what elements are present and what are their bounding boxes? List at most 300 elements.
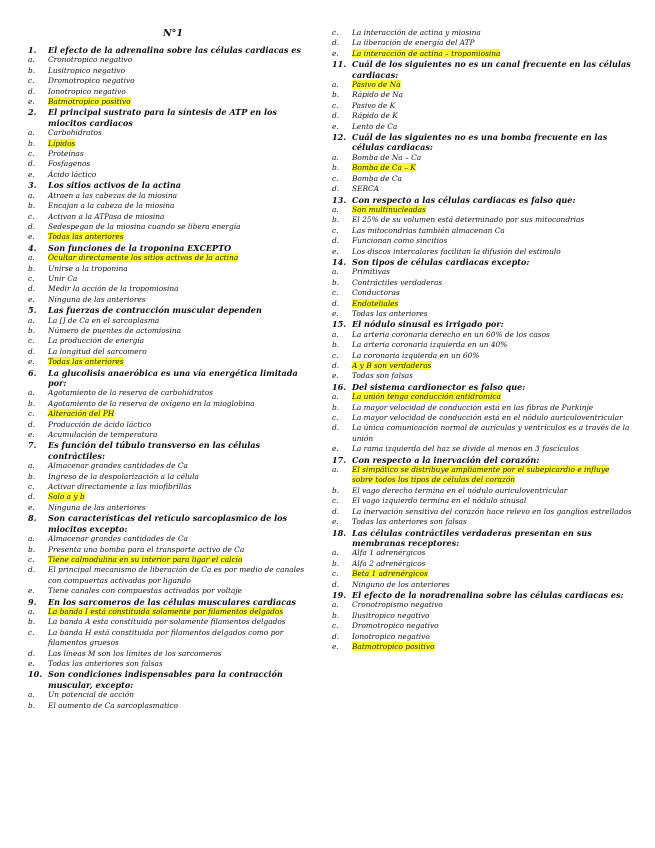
option-text-content: La mayor velocidad de conducción está en el nódulo auriculoventricular — [352, 413, 623, 423]
answer-option — [332, 548, 632, 558]
option-text — [352, 49, 632, 59]
option-text-content: Almacenar grandes cantidades de Ca — [48, 534, 188, 544]
answer-option — [28, 222, 318, 232]
option-text-content: Batmotropico positivo — [352, 641, 435, 651]
answer-option — [332, 507, 632, 517]
answer-option — [332, 236, 632, 246]
option-text-content: La [] de Ca en el sarcoplasma — [48, 315, 160, 325]
answer-option — [332, 122, 632, 132]
option-letter: e. — [28, 502, 35, 512]
option-text — [48, 617, 318, 627]
option-text — [48, 274, 318, 284]
question-number: 19. — [332, 589, 347, 600]
option-text-content: Ionotropico negativo — [48, 86, 126, 96]
answer-option — [332, 580, 632, 590]
option-text-content: Alfa 1 adrenérgicos — [352, 548, 426, 558]
option-letter: d. — [332, 579, 340, 589]
option-text-content: SERCA — [352, 184, 380, 194]
question-text: Son funciones de la troponina EXCEPTO — [48, 242, 232, 253]
option-letter: d. — [332, 184, 340, 194]
option-text — [48, 316, 318, 326]
option-text — [48, 607, 318, 617]
answer-option — [28, 534, 318, 544]
option-text-content: La producción de energía — [48, 336, 145, 346]
question-number: 12. — [332, 132, 347, 143]
option-letter: b. — [28, 138, 36, 148]
option-text — [48, 565, 318, 586]
option-letter: a. — [332, 80, 339, 90]
answer-option — [28, 87, 318, 97]
answer-option-highlighted — [28, 357, 318, 367]
option-text-content: El 25% de su volumen está determinado por sus mitocondrias — [352, 215, 585, 225]
option-text-content: Sedespegan de la miosina cuando se libera energía — [48, 221, 241, 231]
option-text — [352, 600, 632, 610]
option-text — [352, 205, 632, 215]
option-text-content: Cronotropico negativo — [48, 55, 133, 65]
answer-option-highlighted — [332, 299, 632, 309]
option-text — [352, 184, 632, 194]
option-letter: c. — [28, 554, 35, 564]
option-text-content: Activar directamente a las miofibrillas — [48, 482, 192, 492]
option-text-content: Acumulación de temperatura — [48, 430, 158, 440]
option-letter: a. — [28, 534, 35, 544]
option-text — [352, 111, 632, 121]
option-text — [48, 690, 318, 700]
option-letter: d. — [28, 565, 36, 575]
question-text: Las fuerzas de contracción muscular dependen — [48, 305, 262, 316]
option-letter: c. — [332, 621, 339, 631]
question-text: El efecto de la noradrenalina sobre las células cardiacas es: — [352, 589, 624, 600]
answer-option — [332, 174, 632, 184]
option-text-content: Bomba de Ca — [352, 173, 402, 183]
answer-option-highlighted — [332, 80, 632, 90]
option-text — [48, 347, 318, 357]
option-text — [352, 403, 632, 413]
option-letter: e. — [332, 246, 339, 256]
option-letter: c. — [332, 28, 339, 37]
option-text-content: La longitud del sarcomero — [48, 346, 147, 356]
option-letter: b. — [28, 544, 36, 554]
question-number: 1. — [28, 45, 37, 55]
answer-option — [28, 274, 318, 284]
option-text-content: Las mitocondrias también almacenan Ca — [352, 225, 505, 235]
option-text — [48, 399, 318, 409]
option-text — [352, 423, 632, 444]
option-text — [352, 101, 632, 111]
answer-option-highlighted — [332, 465, 632, 486]
option-text-content: Almacenar grandes cantidades de Ca — [48, 461, 188, 471]
left-column — [28, 28, 318, 711]
answer-option-highlighted — [28, 97, 318, 107]
question-number: 10. — [28, 669, 43, 680]
option-letter: c. — [332, 569, 339, 579]
option-text — [48, 264, 318, 274]
option-letter: c. — [332, 100, 339, 110]
option-letter: e. — [28, 430, 35, 440]
option-letter: e. — [332, 371, 339, 381]
answer-option — [28, 55, 318, 65]
option-text — [352, 330, 632, 340]
option-letter: a. — [332, 329, 339, 339]
answer-option — [332, 559, 632, 569]
option-text — [48, 159, 318, 169]
option-letter: c. — [332, 350, 339, 360]
option-text-content: Unirse a la troponina — [48, 263, 128, 273]
option-text-content: Contráctiles verdaderas — [352, 277, 443, 287]
option-text-content: La única comunicación normal de aurículas y ventrículos es a través de la unión — [352, 423, 630, 443]
option-text — [352, 642, 632, 652]
question-number: 7. — [28, 440, 37, 451]
answer-option — [332, 111, 632, 121]
option-text-content: Agotamiento de la reserva de carbohidratos — [48, 388, 213, 398]
answer-option-highlighted — [28, 139, 318, 149]
option-text — [352, 496, 632, 506]
option-text — [48, 222, 318, 232]
answer-option — [332, 184, 632, 194]
answer-option — [332, 423, 632, 444]
option-letter: c. — [28, 273, 35, 283]
right-column — [332, 28, 632, 652]
option-letter: d. — [332, 361, 340, 370]
answer-option — [332, 600, 632, 610]
question-number: 17. — [332, 454, 347, 465]
option-text-content: El aumento de Ca sarcoplasmatico — [48, 700, 179, 710]
option-text-content: Conductoras — [352, 288, 400, 298]
option-text-content: Lípidos — [48, 138, 76, 148]
option-letter: e. — [28, 232, 35, 242]
option-text-content: Dromotropico negativo — [352, 621, 439, 631]
option-text — [352, 153, 632, 163]
option-text-content: Todas las anteriores — [352, 308, 428, 318]
answer-option — [332, 517, 632, 527]
option-text — [352, 621, 632, 631]
answer-option — [332, 247, 632, 257]
answer-option — [332, 330, 632, 340]
option-text — [352, 371, 632, 381]
question-number: 13. — [332, 194, 347, 205]
answer-option — [332, 90, 632, 100]
question-heading — [332, 257, 632, 267]
option-letter: c. — [28, 409, 35, 419]
option-text-content: Ninguno de los anteriores — [352, 579, 450, 589]
option-text-content: Todas son falsas — [352, 371, 413, 381]
question-heading — [28, 597, 318, 607]
answer-option — [332, 28, 632, 38]
question-text: Cuál de las siguientes no es una bomba frecuente en las células cardiacas: — [352, 132, 608, 153]
option-letter: b. — [332, 485, 340, 495]
option-text — [352, 413, 632, 423]
question-heading — [28, 669, 318, 690]
answer-option — [28, 388, 318, 398]
answer-option — [332, 611, 632, 621]
option-letter: d. — [332, 506, 340, 516]
answer-option — [332, 267, 632, 277]
option-text — [48, 336, 318, 346]
option-letter: a. — [28, 55, 35, 65]
answer-option-highlighted — [332, 49, 632, 59]
option-letter: c. — [28, 211, 35, 221]
option-letter: c. — [28, 336, 35, 346]
option-letter: a. — [28, 315, 35, 325]
answer-option — [28, 617, 318, 627]
answer-option — [332, 340, 632, 350]
option-text-content: Los discos intercalares facilitan la difusión del estimulo — [352, 246, 561, 256]
option-text-content: La coronaria izquierda en un 60% — [352, 350, 480, 360]
option-text-content: Dromotropico negativo — [48, 76, 135, 86]
answer-option — [28, 76, 318, 86]
option-letter: b. — [28, 65, 36, 75]
option-text — [48, 87, 318, 97]
question-number: 3. — [28, 180, 37, 191]
option-text — [352, 632, 632, 642]
option-text — [352, 517, 632, 527]
answer-option-highlighted — [332, 642, 632, 652]
question-text: Con respecto a la inervación del corazón: — [352, 454, 540, 465]
question-heading — [28, 243, 318, 253]
option-text — [352, 580, 632, 590]
question-text: Con respecto a las células cardiacas es falso que: — [352, 194, 576, 205]
option-letter: c. — [332, 173, 339, 183]
option-text — [48, 503, 318, 513]
option-letter: e. — [332, 444, 339, 454]
answer-option — [28, 503, 318, 513]
option-text-content: Bomba de Ca – K — [352, 163, 416, 173]
question-text: Los sitios activos de la actina — [48, 180, 182, 191]
option-letter: e. — [28, 586, 35, 596]
question-number: 9. — [28, 596, 37, 607]
option-text — [48, 388, 318, 398]
answer-option — [332, 278, 632, 288]
option-letter: b. — [332, 163, 340, 173]
option-text-content: La interacción de actina y miosina — [352, 28, 481, 37]
option-text — [352, 392, 632, 402]
option-text — [352, 278, 632, 288]
option-text-content: El vago izquierdo termina en el nódulo sinusal — [352, 496, 527, 506]
question-heading — [332, 455, 632, 465]
option-letter: a. — [332, 465, 339, 475]
answer-option — [332, 288, 632, 298]
option-letter: d. — [28, 284, 36, 294]
answer-option — [28, 128, 318, 138]
option-letter: b. — [332, 558, 340, 568]
option-text — [352, 236, 632, 246]
question-heading — [332, 59, 632, 80]
option-text — [352, 507, 632, 517]
option-letter: c. — [28, 627, 35, 637]
option-letter: b. — [28, 398, 36, 408]
option-letter: e. — [332, 641, 339, 651]
question-heading — [28, 368, 318, 389]
answer-option — [28, 316, 318, 326]
option-letter: d. — [28, 86, 36, 96]
option-letter: a. — [28, 253, 35, 263]
option-text-content: Activan a la ATPasa de miosina — [48, 211, 165, 221]
option-letter: a. — [28, 388, 35, 398]
question-heading — [332, 132, 632, 153]
option-text — [352, 611, 632, 621]
question-number: 2. — [28, 107, 37, 118]
answer-option — [332, 101, 632, 111]
option-text-content: Beta 1 adrenérgicos — [352, 569, 428, 579]
option-letter: e. — [28, 357, 35, 367]
answer-option — [28, 284, 318, 294]
option-text-content: Las líneas M son los límites de los sarcomeros — [48, 648, 222, 658]
option-text — [352, 90, 632, 100]
option-text — [48, 482, 318, 492]
option-text-content: Ilusitropico negativo — [352, 610, 430, 620]
option-text — [352, 465, 632, 486]
option-text-content: Rápido de K — [352, 111, 398, 121]
option-text-content: Ninguna de las anteriores — [48, 294, 146, 304]
question-text: El efecto de la adrenalina sobre las células cardiacas es — [48, 45, 301, 55]
option-text — [48, 128, 318, 138]
option-text-content: Número de puentes de actomiosina — [48, 325, 182, 335]
option-text-content: Son multinucleadas — [352, 204, 426, 214]
option-text-content: Bomba de Na – Ca — [352, 152, 422, 162]
option-text — [352, 361, 632, 371]
option-letter: a. — [332, 392, 339, 402]
option-letter: b. — [332, 340, 340, 350]
option-letter: a. — [332, 600, 339, 610]
option-text-content: La banda H está constituida por filamentos delgados como por filamentos gruesos — [48, 627, 284, 648]
question-heading — [332, 590, 632, 600]
question-heading — [332, 319, 632, 329]
option-text — [352, 226, 632, 236]
question-heading — [332, 528, 632, 549]
option-text — [48, 212, 318, 222]
option-letter: e. — [28, 97, 35, 107]
answer-option — [332, 444, 632, 454]
answer-option-highlighted — [332, 361, 632, 371]
answer-option — [28, 66, 318, 76]
option-letter: d. — [332, 423, 340, 433]
answer-option — [28, 461, 318, 471]
option-text-content: Medir la acción de la tropomiosina — [48, 284, 179, 294]
question-heading — [28, 440, 318, 461]
option-text — [48, 420, 318, 430]
option-text — [352, 80, 632, 90]
question-number: 15. — [332, 319, 347, 330]
question-text: Son tipos de células cardiacas excepto: — [352, 256, 530, 267]
option-text-content: La banda A esta constituida por solamente filamentos delgados — [48, 617, 286, 627]
option-letter: d. — [332, 236, 340, 246]
option-letter: a. — [28, 606, 35, 616]
option-letter: b. — [28, 617, 36, 627]
option-text — [352, 351, 632, 361]
option-text — [48, 66, 318, 76]
answer-option — [28, 399, 318, 409]
option-letter: e. — [28, 658, 35, 668]
option-text — [48, 295, 318, 305]
option-letter: b. — [28, 201, 36, 211]
answer-option — [332, 38, 632, 48]
option-letter: b. — [332, 215, 340, 225]
option-text-content: Funcionan como sincitios — [352, 236, 448, 246]
question-heading — [28, 305, 318, 315]
option-text-content: Pasivo de K — [352, 100, 396, 110]
option-text — [48, 284, 318, 294]
answer-option — [332, 496, 632, 506]
option-letter: d. — [332, 631, 340, 641]
option-text — [48, 472, 318, 482]
option-text — [48, 545, 318, 555]
question-text: En los sarcomeros de las células musculares cardiacas — [48, 596, 296, 607]
answer-option — [28, 295, 318, 305]
answer-option — [28, 149, 318, 159]
question-number: 14. — [332, 256, 347, 267]
option-text — [352, 444, 632, 454]
option-text — [352, 486, 632, 496]
answer-option — [332, 226, 632, 236]
option-text — [352, 299, 632, 309]
option-text-content: Fosfagenos — [48, 159, 91, 169]
option-letter: d. — [28, 159, 36, 169]
option-letter: b. — [332, 90, 340, 100]
option-text-content: Todas las anteriores — [48, 232, 124, 242]
option-letter: e. — [28, 294, 35, 304]
option-text — [48, 139, 318, 149]
right-question-list — [332, 28, 632, 652]
option-text — [48, 628, 318, 649]
option-letter: d. — [28, 419, 36, 429]
answer-option — [28, 628, 318, 649]
answer-option — [28, 690, 318, 700]
option-text-content: La interacción de actina – tropomiosina — [352, 48, 501, 58]
option-text-content: La arteria coronaria izquierda en un 40% — [352, 340, 508, 350]
option-text — [352, 288, 632, 298]
question-number: 16. — [332, 381, 347, 392]
option-text — [352, 247, 632, 257]
option-text-content: Pasivo de Na — [352, 80, 401, 90]
option-text-content: Ionotropico negativo — [352, 631, 430, 641]
answer-option — [28, 347, 318, 357]
answer-option — [28, 212, 318, 222]
option-letter: d. — [332, 38, 340, 48]
question-text: Del sistema cardionector es falso que: — [352, 381, 526, 392]
answer-option — [332, 351, 632, 361]
option-letter: c. — [28, 482, 35, 492]
option-text — [48, 659, 318, 669]
option-text — [48, 76, 318, 86]
option-text-content: Todas las anteriores — [48, 357, 124, 367]
option-letter: a. — [332, 152, 339, 162]
option-text-content: Tiene calmodulina en su interior para ligar el calcio — [48, 554, 243, 564]
question-number: 6. — [28, 367, 37, 378]
answer-option — [28, 264, 318, 274]
option-text — [352, 340, 632, 350]
option-text — [352, 548, 632, 558]
question-text: Cuál de los siguientes no es un canal frecuente en las células cardiacas: — [352, 59, 631, 80]
answer-option — [28, 472, 318, 482]
option-letter: b. — [332, 402, 340, 412]
answer-option — [28, 336, 318, 346]
option-text — [48, 55, 318, 65]
option-letter: c. — [332, 225, 339, 235]
option-text-content: Batmotropico positivo — [48, 97, 131, 107]
option-text-content: El principal mecanismo de liberación de Ca es por medio de canales con compuertas activadas por ligando — [48, 565, 305, 585]
answer-option — [332, 413, 632, 423]
answer-option-highlighted — [332, 205, 632, 215]
option-text — [48, 534, 318, 544]
question-text: Las células contráctiles verdaderas presentan en sus membranas receptores: — [352, 527, 592, 548]
answer-option — [332, 215, 632, 225]
answer-option — [332, 486, 632, 496]
option-text-content: Producción de ácido láctico — [48, 419, 152, 429]
option-text — [48, 326, 318, 336]
option-text-content: Endoteliales — [352, 298, 399, 308]
option-text — [48, 555, 318, 565]
option-letter: b. — [28, 700, 36, 710]
